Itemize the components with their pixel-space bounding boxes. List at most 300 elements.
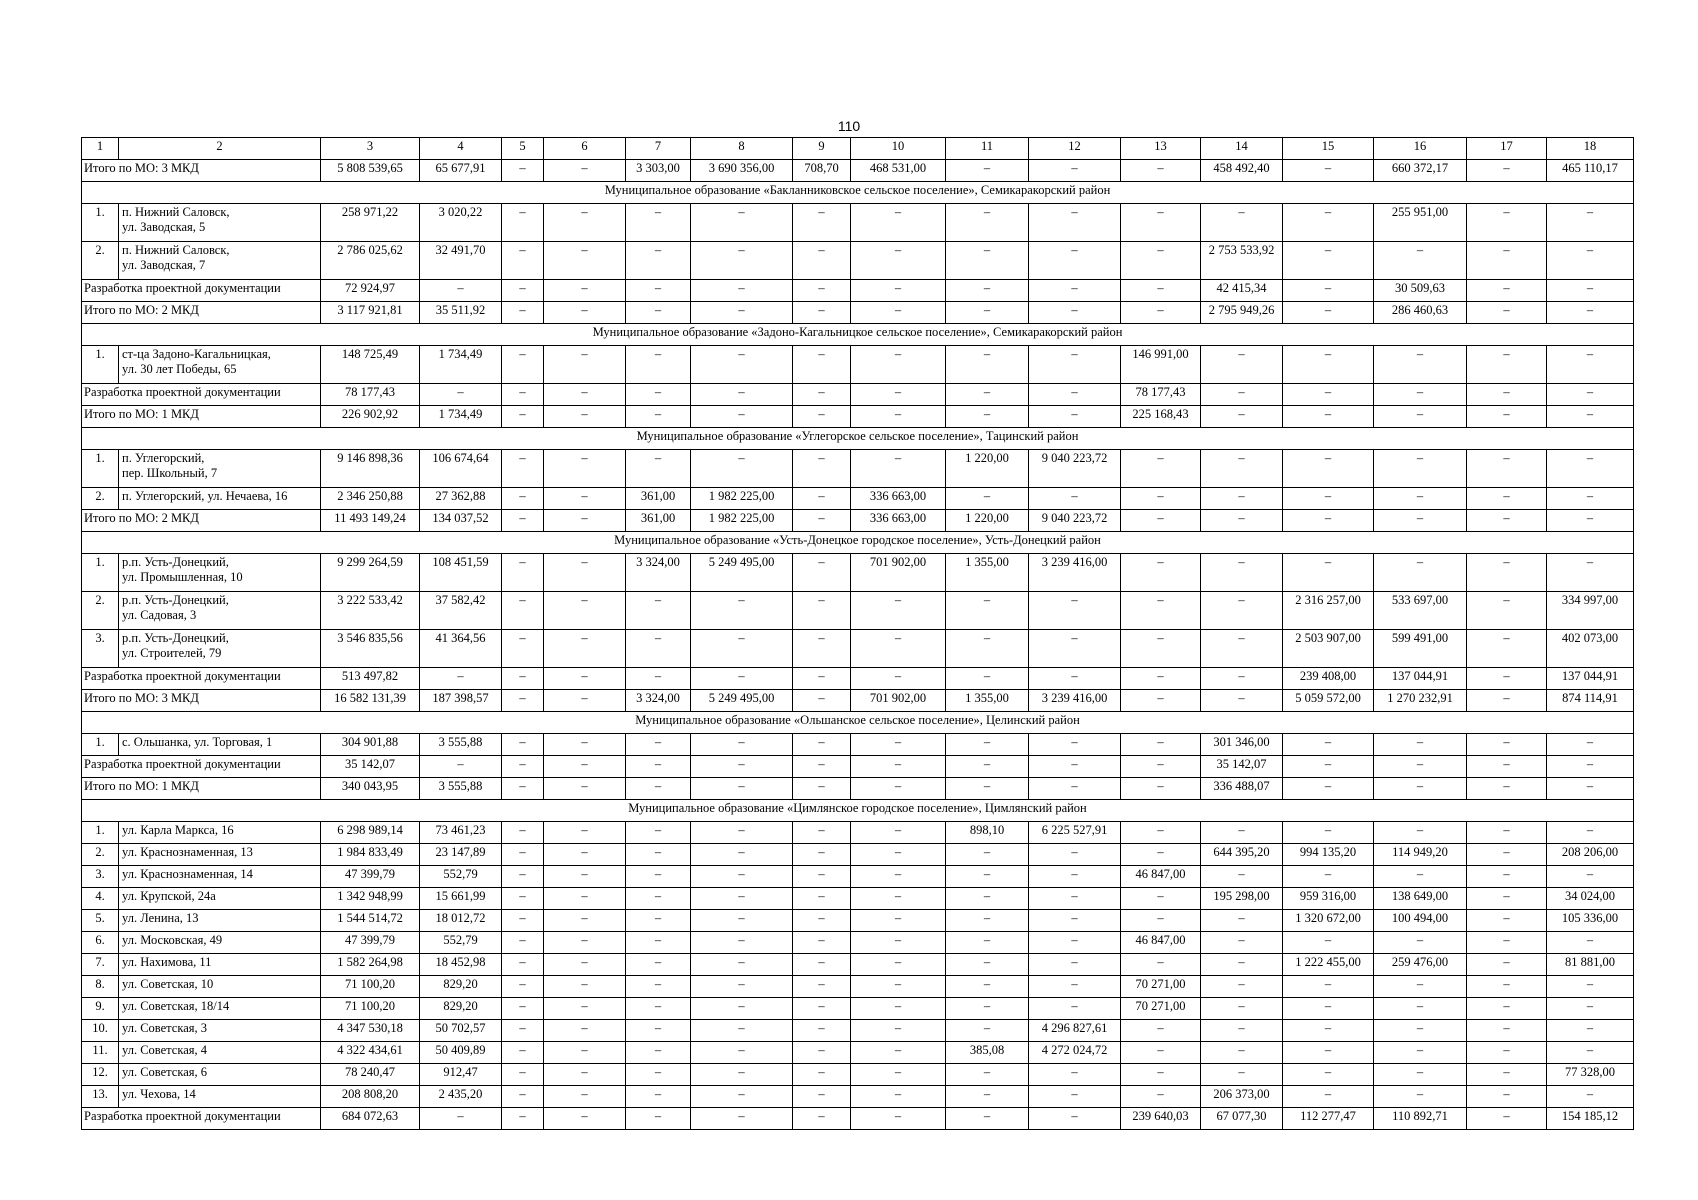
value-cell: 552,79 [420,932,502,954]
value-cell: – [502,1064,544,1086]
value-cell: 2 435,20 [420,1086,502,1108]
building-row [82,932,1634,954]
value-cell: 108 451,59 [420,554,502,592]
value-cell: – [691,888,793,910]
value-cell: 1 342 948,99 [321,888,420,910]
value-cell: – [1467,1042,1547,1064]
value-cell: – [1201,932,1283,954]
value-cell: – [691,204,793,242]
value-cell: 46 847,00 [1121,866,1201,888]
value-cell: – [793,932,851,954]
value-cell: – [851,1108,946,1130]
value-cell: – [502,160,544,182]
building-row [82,910,1634,932]
value-cell: – [1201,1020,1283,1042]
value-cell: – [793,734,851,756]
value-cell: – [1121,1064,1201,1086]
value-cell: – [502,384,544,406]
value-cell: – [1283,554,1374,592]
building-address [119,346,321,384]
section-header-row [82,532,1634,554]
value-cell: – [946,954,1029,976]
value-cell: – [1467,406,1547,428]
building-row [82,1020,1634,1042]
row-number: 1. [82,822,119,844]
value-cell: – [851,384,946,406]
value-cell: 27 362,88 [420,488,502,510]
address-line: п. Углегорский, ул. Нечаева, 16 [122,489,288,503]
value-cell: – [793,690,851,712]
value-cell: – [1201,822,1283,844]
value-cell: – [1467,932,1547,954]
building-address [119,204,321,242]
value-cell: – [1201,346,1283,384]
value-cell: – [502,510,544,532]
address-line: ул. Советская, 18/14 [122,999,230,1013]
value-cell: 71 100,20 [321,998,420,1020]
value-cell: – [793,1020,851,1042]
value-cell: 106 674,64 [420,450,502,488]
value-cell: – [502,1020,544,1042]
value-cell: – [1283,734,1374,756]
row-number: 5. [82,910,119,932]
value-cell: 3 222 533,42 [321,592,420,630]
value-cell: 3 117 921,81 [321,302,420,324]
value-cell: 112 277,47 [1283,1108,1374,1130]
value-cell: – [544,1042,626,1064]
value-cell: – [691,384,793,406]
value-cell: 47 399,79 [321,932,420,954]
value-cell: – [544,954,626,976]
value-cell: 134 037,52 [420,510,502,532]
value-cell: – [1467,844,1547,866]
value-cell: – [1201,954,1283,976]
row-number: 2. [82,242,119,280]
value-cell: – [851,1020,946,1042]
value-cell: 4 296 827,61 [1029,1020,1121,1042]
value-cell: 1 582 264,98 [321,954,420,976]
building-address [119,242,321,280]
value-cell: 37 582,42 [420,592,502,630]
column-header: 16 [1374,138,1467,160]
value-cell: – [544,1064,626,1086]
value-cell: – [1547,756,1634,778]
value-cell: – [691,932,793,954]
value-cell: 5 249 495,00 [691,554,793,592]
building-row [82,1042,1634,1064]
value-cell: – [502,242,544,280]
value-cell: – [793,554,851,592]
value-cell: – [544,1020,626,1042]
value-cell: – [1547,406,1634,428]
value-cell: 1 734,49 [420,346,502,384]
value-cell: – [1201,450,1283,488]
value-cell: 340 043,95 [321,778,420,800]
value-cell: – [691,998,793,1020]
row-number: 9. [82,998,119,1020]
value-cell: 18 452,98 [420,954,502,976]
value-cell: – [1201,690,1283,712]
value-cell: – [1029,976,1121,998]
value-cell: – [946,406,1029,428]
value-cell: 11 493 149,24 [321,510,420,532]
value-cell: 47 399,79 [321,866,420,888]
value-cell: 114 949,20 [1374,844,1467,866]
row-number: 1. [82,346,119,384]
section-header-row [82,800,1634,822]
value-cell: 304 901,88 [321,734,420,756]
value-cell: – [1201,1042,1283,1064]
value-cell: 255 951,00 [1374,204,1467,242]
summary-row [82,160,1634,182]
value-cell: – [1374,1086,1467,1108]
value-cell: – [544,1108,626,1130]
row-number: 1. [82,734,119,756]
value-cell: – [502,554,544,592]
address-line: ул. Заводская, 7 [122,258,206,272]
value-cell: – [502,954,544,976]
value-cell: – [691,1064,793,1086]
value-cell: – [851,954,946,976]
page-number: 110 [837,118,861,134]
value-cell: – [626,1108,691,1130]
value-cell: – [502,866,544,888]
value-cell: – [1201,976,1283,998]
value-cell: – [851,844,946,866]
value-cell: – [1283,756,1374,778]
value-cell: – [946,1108,1029,1130]
value-cell: – [544,242,626,280]
value-cell: 78 177,43 [1121,384,1201,406]
value-cell: – [1374,554,1467,592]
value-cell: – [1467,756,1547,778]
value-cell: – [544,346,626,384]
value-cell: – [691,280,793,302]
value-cell: – [626,204,691,242]
value-cell: – [851,1064,946,1086]
value-cell: – [626,450,691,488]
value-cell: 146 991,00 [1121,346,1201,384]
value-cell: – [1201,406,1283,428]
value-cell: – [851,280,946,302]
value-cell: – [1283,160,1374,182]
value-cell: 994 135,20 [1283,844,1374,866]
value-cell: – [793,866,851,888]
value-cell: 1 355,00 [946,690,1029,712]
value-cell: – [1201,668,1283,690]
value-cell: – [1121,778,1201,800]
value-cell: 361,00 [626,510,691,532]
value-cell: – [691,910,793,932]
value-cell: 70 271,00 [1121,998,1201,1020]
value-cell: – [851,932,946,954]
summary-label: Разработка проектной документации [82,1108,321,1130]
value-cell: – [1547,1086,1634,1108]
value-cell: 2 786 025,62 [321,242,420,280]
value-cell: 513 497,82 [321,668,420,690]
value-cell: – [1547,488,1634,510]
value-cell: – [544,756,626,778]
value-cell: 286 460,63 [1374,302,1467,324]
value-cell: 35 142,07 [1201,756,1283,778]
value-cell: – [626,932,691,954]
value-cell: 3 324,00 [626,554,691,592]
building-row [82,866,1634,888]
value-cell: – [1121,280,1201,302]
value-cell: – [1121,690,1201,712]
value-cell: 334 997,00 [1547,592,1634,630]
value-cell: 684 072,63 [321,1108,420,1130]
value-cell: – [1547,450,1634,488]
column-header: 2 [119,138,321,160]
value-cell: 3 239 416,00 [1029,690,1121,712]
column-header: 12 [1029,138,1121,160]
address-line: ул. Заводская, 5 [122,220,206,234]
value-cell: – [1283,450,1374,488]
value-cell: – [626,822,691,844]
row-number: 2. [82,488,119,510]
value-cell: – [793,280,851,302]
value-cell: – [626,778,691,800]
value-cell: – [1374,1042,1467,1064]
value-cell: 533 697,00 [1374,592,1467,630]
value-cell: 6 298 989,14 [321,822,420,844]
value-cell: – [946,668,1029,690]
address-line: ул. Советская, 4 [122,1043,207,1057]
value-cell: – [1283,204,1374,242]
summary-label: Итого по МО: 2 МКД [82,510,321,532]
value-cell: 35 511,92 [420,302,502,324]
value-cell: – [1374,932,1467,954]
municipality-title: Муниципальное образование «Углегорское сельское поселение», Тацинский район [82,428,1634,450]
value-cell: – [691,844,793,866]
value-cell: – [691,242,793,280]
value-cell: – [1201,554,1283,592]
value-cell: – [1283,1042,1374,1064]
value-cell: – [1283,1064,1374,1086]
value-cell: – [1029,954,1121,976]
building-row [82,998,1634,1020]
value-cell: – [1547,734,1634,756]
address-line: р.п. Усть-Донецкий, [122,555,229,569]
value-cell: – [626,242,691,280]
value-cell: – [1029,488,1121,510]
value-cell: – [502,592,544,630]
value-cell: – [946,998,1029,1020]
building-row [82,242,1634,280]
value-cell: – [544,510,626,532]
address-line: ул. Советская, 3 [122,1021,207,1035]
value-cell: – [1547,866,1634,888]
summary-row [82,778,1634,800]
value-cell: – [1374,1020,1467,1042]
row-number: 6. [82,932,119,954]
column-header: 4 [420,138,502,160]
value-cell: – [1374,998,1467,1020]
value-cell: – [1029,778,1121,800]
value-cell: – [626,592,691,630]
value-cell: – [626,1042,691,1064]
value-cell: – [1201,866,1283,888]
value-cell: – [691,450,793,488]
address-line: ул. Советская, 6 [122,1065,207,1079]
value-cell: – [1029,630,1121,668]
value-cell: – [420,280,502,302]
value-cell: 552,79 [420,866,502,888]
row-number: 1. [82,450,119,488]
value-cell: – [626,384,691,406]
value-cell: 3 020,22 [420,204,502,242]
value-cell: – [1283,932,1374,954]
value-cell: – [1467,384,1547,406]
value-cell: – [691,954,793,976]
value-cell: – [1467,592,1547,630]
value-cell: 3 555,88 [420,778,502,800]
value-cell: – [502,734,544,756]
value-cell: – [793,204,851,242]
value-cell: – [626,1086,691,1108]
summary-row [82,510,1634,532]
value-cell: 226 902,92 [321,406,420,428]
column-header: 11 [946,138,1029,160]
value-cell: – [691,778,793,800]
value-cell: – [1029,756,1121,778]
value-cell: – [1201,592,1283,630]
value-cell: – [626,1064,691,1086]
value-cell: – [1283,866,1374,888]
value-cell: 258 971,22 [321,204,420,242]
address-line: ул. Карла Маркса, 16 [122,823,234,837]
value-cell: – [851,756,946,778]
value-cell: – [502,910,544,932]
value-cell: – [946,160,1029,182]
value-cell: – [1547,302,1634,324]
value-cell: – [544,488,626,510]
value-cell: – [946,888,1029,910]
value-cell: – [851,450,946,488]
value-cell: 239 408,00 [1283,668,1374,690]
summary-label: Разработка проектной документации [82,280,321,302]
value-cell: – [1467,488,1547,510]
value-cell: 336 663,00 [851,488,946,510]
value-cell: – [420,1108,502,1130]
value-cell: – [1029,668,1121,690]
value-cell: – [1467,554,1547,592]
value-cell: – [851,242,946,280]
value-cell: – [502,204,544,242]
value-cell: – [1374,1064,1467,1086]
row-number: 4. [82,888,119,910]
value-cell: 110 892,71 [1374,1108,1467,1130]
building-address [119,734,321,756]
value-cell: 67 077,30 [1201,1108,1283,1130]
summary-row [82,280,1634,302]
summary-row [82,406,1634,428]
value-cell: – [544,406,626,428]
value-cell: 2 795 949,26 [1201,302,1283,324]
value-cell: – [793,1086,851,1108]
column-header: 18 [1547,138,1634,160]
value-cell: – [691,346,793,384]
value-cell: – [1374,510,1467,532]
value-cell: – [851,734,946,756]
value-cell: – [1283,406,1374,428]
value-cell: – [502,778,544,800]
value-cell: – [1201,998,1283,1020]
value-cell: – [502,932,544,954]
row-number: 11. [82,1042,119,1064]
value-cell: – [1121,242,1201,280]
value-cell: – [626,866,691,888]
address-line: ул. Московская, 49 [122,933,223,947]
row-number: 1. [82,204,119,242]
value-cell: – [1467,450,1547,488]
column-header: 5 [502,138,544,160]
value-cell: – [544,866,626,888]
value-cell: – [1029,866,1121,888]
value-cell: – [1467,630,1547,668]
value-cell: – [1283,280,1374,302]
address-line: ул. Строителей, 79 [122,646,222,660]
row-number: 3. [82,630,119,668]
value-cell: – [502,668,544,690]
value-cell: 16 582 131,39 [321,690,420,712]
value-cell: – [1121,1086,1201,1108]
value-cell: – [626,756,691,778]
value-cell: – [851,888,946,910]
value-cell: – [1374,488,1467,510]
value-cell: – [1283,302,1374,324]
value-cell: – [1029,888,1121,910]
value-cell: – [691,592,793,630]
value-cell: – [1201,910,1283,932]
value-cell: 259 476,00 [1374,954,1467,976]
value-cell: 100 494,00 [1374,910,1467,932]
building-address [119,1064,321,1086]
value-cell: – [691,756,793,778]
value-cell: – [1201,1064,1283,1086]
value-cell: – [946,302,1029,324]
value-cell: 1 544 514,72 [321,910,420,932]
value-cell: – [1029,844,1121,866]
value-cell: – [851,346,946,384]
address-line: ул. 30 лет Победы, 65 [122,362,237,376]
value-cell: 50 409,89 [420,1042,502,1064]
summary-row [82,384,1634,406]
value-cell: – [851,822,946,844]
value-cell: – [1467,160,1547,182]
value-cell: – [1467,510,1547,532]
value-cell: – [1283,510,1374,532]
value-cell: – [1121,888,1201,910]
value-cell: – [544,910,626,932]
value-cell: 34 024,00 [1547,888,1634,910]
value-cell: – [691,866,793,888]
value-cell: – [1374,384,1467,406]
value-cell: 148 725,49 [321,346,420,384]
value-cell: – [1547,822,1634,844]
value-cell: – [626,406,691,428]
value-cell: – [544,998,626,1020]
section-header-row [82,182,1634,204]
value-cell: – [1283,242,1374,280]
value-cell: – [946,976,1029,998]
value-cell: 9 146 898,36 [321,450,420,488]
value-cell: – [946,1086,1029,1108]
value-cell: – [946,204,1029,242]
value-cell: – [1467,1020,1547,1042]
value-cell: – [1121,630,1201,668]
